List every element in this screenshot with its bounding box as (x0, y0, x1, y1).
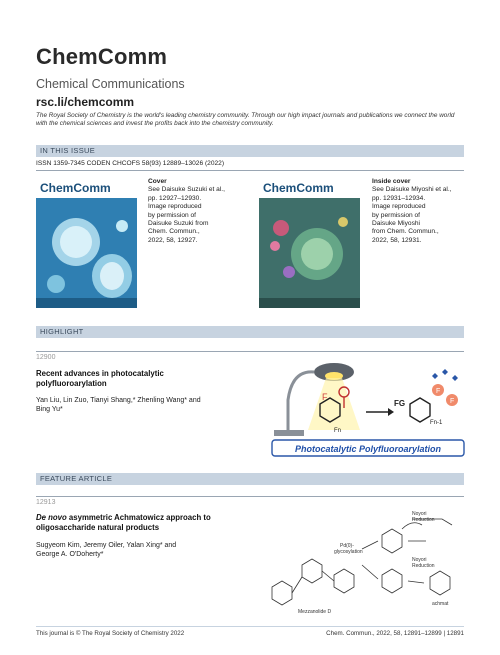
authors-line: Bing Yu* (36, 406, 63, 413)
cover-line: by permission of (372, 211, 421, 219)
journal-title: ChemComm (36, 44, 168, 69)
page-number[interactable]: 12900 (36, 354, 56, 361)
cover-line: Daisuke Suzuki from (148, 220, 209, 228)
cover-illustration (36, 176, 137, 308)
scheme-label: Noyori (412, 557, 427, 563)
cover-line: 2022, 58, 12927. (148, 236, 198, 244)
footer-copyright: This journal is © The Royal Society of Chemistry 2022 (36, 630, 185, 637)
cover-line: Image reproduced (148, 203, 202, 211)
title-rest: asymmetric Achmatowicz approach to (66, 513, 211, 522)
journal-url[interactable]: rsc.li/chemcomm (36, 95, 135, 109)
cover-line: pp. 12931–12934. (372, 194, 426, 202)
cover-logo: ChemComm (40, 181, 111, 195)
cover-line: Chem. Commun., (148, 228, 200, 236)
cover-line: See Daisuke Suzuki et al., (148, 186, 225, 194)
scheme-label: achmat (432, 601, 449, 607)
section-bar-in-this-issue: IN THIS ISSUE (36, 145, 464, 157)
article-authors (36, 396, 201, 414)
cover-heading: Inside cover (372, 178, 411, 185)
cover-description (148, 178, 244, 245)
divider (36, 170, 464, 171)
scheme-label: Reduction (412, 563, 435, 569)
scheme-label: Noyori (412, 511, 427, 517)
title-italic: De novo (36, 513, 67, 522)
feature-graphic (262, 505, 466, 617)
cover-line: by permission of (148, 211, 197, 219)
inside-cover-description (372, 178, 468, 245)
journal-subtitle: Chemical Communications (36, 77, 185, 91)
issn-line: ISSN 1359-7345 CODEN CHCOFS 58(93) 12889–13026 (2022) (36, 160, 225, 167)
title-line: Recent advances in photocatalytic (36, 369, 164, 378)
divider (36, 496, 464, 497)
cover-line: 2022, 58, 12931. (372, 236, 422, 244)
banner-text: Photocatalytic Polyfluoroarylation (294, 444, 442, 454)
article-authors (36, 541, 176, 559)
title-line (36, 513, 211, 523)
inside-cover-illustration (259, 176, 360, 308)
cover-line: from Chem. Commun., (372, 228, 439, 236)
fg-label: FG (394, 399, 406, 408)
cover-image (36, 176, 137, 308)
highlight-graphic (270, 360, 466, 460)
article-title[interactable] (36, 369, 164, 389)
article-title[interactable] (36, 513, 211, 533)
authors-line: George A. O'Doherty* (36, 551, 104, 558)
scheme-label: glycosylation (334, 549, 363, 555)
authors-line: Yan Liu, Lin Zuo, Tianyi Shang,* Zhenling Wang* and (36, 397, 201, 404)
journal-intro: The Royal Society of Chemistry is the world's leading chemistry community. Through our high impact journals and publications we connect the world with the chemical sciences and invest the profits back into the chemistry community. (36, 112, 455, 128)
inside-cover-image (259, 176, 360, 308)
footer-divider (36, 626, 464, 627)
title-line: polyfluoroarylation (36, 379, 107, 388)
divider (36, 351, 464, 352)
svg-text:F: F (436, 388, 441, 395)
cover-heading: Cover (148, 178, 167, 185)
cover-logo: ChemComm (263, 181, 334, 195)
scheme-label: Mezzanolide D (298, 609, 332, 615)
authors-line: Sugyeom Kim, Jeremy Oiler, Yalan Xing* and (36, 542, 177, 549)
fn1-label: Fn-1 (430, 420, 443, 426)
cover-line: See Daisuke Miyoshi et al., (372, 186, 452, 194)
title-line: oligosaccharide natural products (36, 523, 160, 532)
fn-label: Fn (334, 428, 342, 434)
scheme-label: Reduction (412, 517, 435, 523)
cover-line: Daisuke Miyoshi (372, 220, 421, 228)
svg-text:F: F (450, 398, 455, 405)
section-bar-highlight: HIGHLIGHT (36, 326, 464, 338)
scheme-label: Pd(0)- (340, 543, 354, 549)
footer-citation: Chem. Commun., 2022, 58, 12891–12899 | 12891 (326, 630, 464, 637)
cover-line: Image reproduced (372, 203, 426, 211)
f-label: F (322, 392, 328, 402)
cover-line: pp. 12927–12930. (148, 194, 202, 202)
page-number[interactable]: 12913 (36, 499, 56, 506)
section-bar-feature-article: FEATURE ARTICLE (36, 473, 464, 485)
